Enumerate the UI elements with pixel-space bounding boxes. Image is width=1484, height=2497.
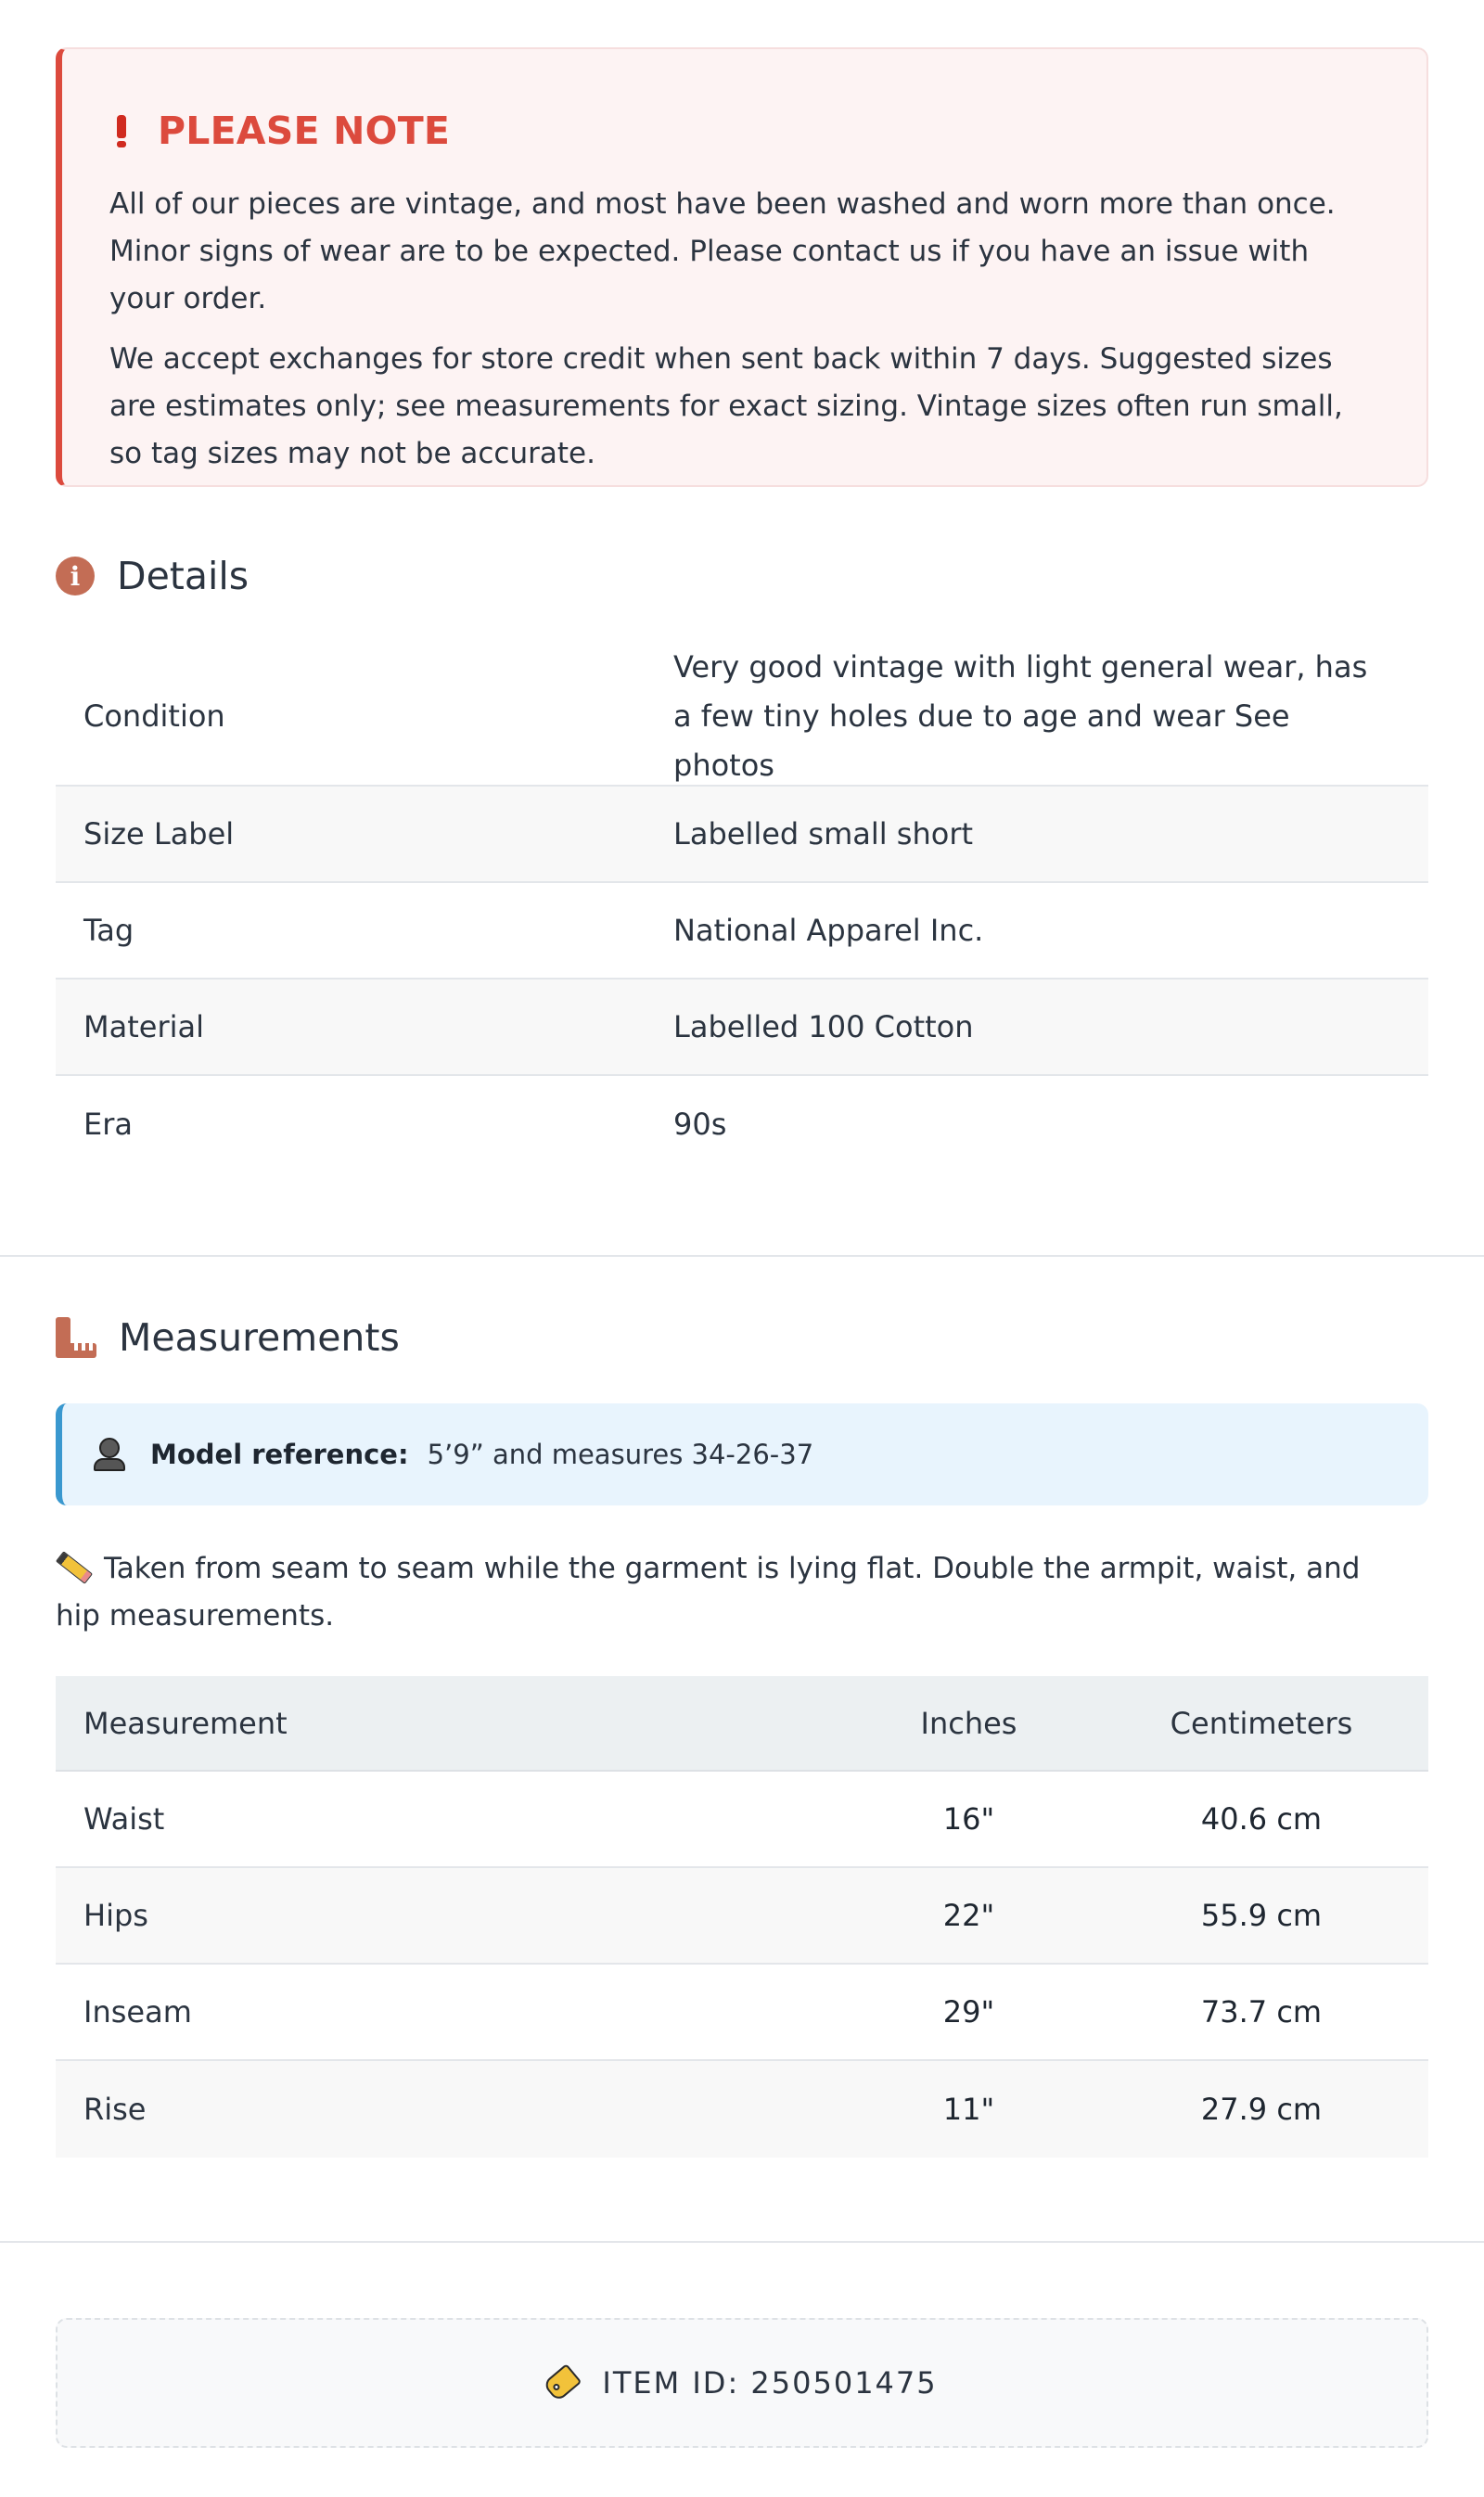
section-divider: [0, 2241, 1484, 2243]
column-header-inches: Inches: [920, 1705, 1017, 1741]
measurement-inches: 11": [942, 2092, 995, 2127]
measurement-inches: 29": [942, 1994, 995, 2030]
column-header-measurement: Measurement: [83, 1705, 288, 1741]
details-row-size-label: [56, 787, 1428, 883]
details-row-tag: [56, 883, 1428, 980]
pencil-icon: [56, 1551, 93, 1584]
details-row-condition: [56, 647, 1428, 787]
person-icon: [93, 1438, 126, 1471]
measurement-note: [56, 1545, 1373, 1640]
table-row: [56, 1772, 1428, 1868]
measurements-title: Measurements: [119, 1315, 400, 1360]
details-label: Era: [83, 1107, 133, 1142]
details-heading: [56, 554, 249, 598]
model-reference-label: Model reference:: [150, 1439, 409, 1470]
model-reference-callout: [56, 1403, 1428, 1505]
notice-title: PLEASE NOTE: [158, 109, 451, 153]
details-label: Tag: [83, 913, 134, 948]
ruler-icon: [56, 1317, 96, 1358]
measurement-inches: 22": [942, 1898, 995, 1933]
measurements-table: [56, 1676, 1428, 2158]
details-table: [56, 647, 1428, 1172]
details-label: Size Label: [83, 816, 235, 852]
notice-paragraph-2: We accept exchanges for store credit when sent back within 7 days. Suggested sizes are estimates only; see measurements for exact sizing. Vintage sizes often run small, so tag sizes may not be accurate.: [109, 342, 1343, 470]
measurement-cm: 27.9 cm: [1200, 2092, 1323, 2127]
item-id-box: [56, 2318, 1428, 2448]
model-reference-value: 5’9” and measures 34-26-37: [427, 1439, 814, 1470]
info-icon: i: [56, 557, 95, 595]
notice-header: [109, 105, 1378, 157]
details-value: Labelled 100 Cotton: [673, 1008, 974, 1044]
details-label: Condition: [83, 698, 225, 734]
notice-paragraph-1: All of our pieces are vintage, and most have been washed and worn more than once. Minor signs of wear are to be expected. Please contact us if you have an issue with your order.: [109, 187, 1336, 315]
details-value: 90s: [673, 1106, 727, 1142]
details-value: Labelled small short: [673, 815, 974, 852]
table-row: [56, 1868, 1428, 1965]
measurement-name: Rise: [83, 2092, 147, 2127]
item-id-label: ITEM ID: 250501475: [602, 2365, 938, 2401]
measurement-cm: 40.6 cm: [1200, 1801, 1323, 1837]
column-header-centimeters: Centimeters: [1170, 1705, 1353, 1741]
measurement-note-text: Taken from seam to seam while the garment is lying flat. Double the armpit, waist, and hip measurements.: [56, 1552, 1361, 1633]
please-note-callout: [56, 47, 1428, 487]
measurement-name: Waist: [83, 1801, 165, 1837]
measurement-inches: 16": [942, 1801, 995, 1837]
measurement-name: Inseam: [83, 1994, 192, 2030]
details-title: Details: [117, 554, 249, 598]
measurement-name: Hips: [83, 1898, 148, 1933]
table-row: [56, 1965, 1428, 2061]
details-label: Material: [83, 1009, 204, 1044]
details-value: Very good vintage with light general wear, has a few tiny holes due to age and wear See photos: [673, 648, 1368, 783]
measurement-cm: 73.7 cm: [1200, 1994, 1323, 2030]
details-value: National Apparel Inc.: [673, 912, 984, 948]
details-row-era: [56, 1076, 1428, 1172]
tag-icon: [543, 2363, 582, 2402]
measurements-table-header: [56, 1676, 1428, 1772]
measurement-cm: 55.9 cm: [1200, 1898, 1323, 1933]
details-row-material: [56, 980, 1428, 1076]
exclamation-icon: [115, 115, 128, 147]
section-divider: [0, 1255, 1484, 1257]
measurements-heading: [56, 1315, 400, 1360]
table-row: [56, 2061, 1428, 2158]
